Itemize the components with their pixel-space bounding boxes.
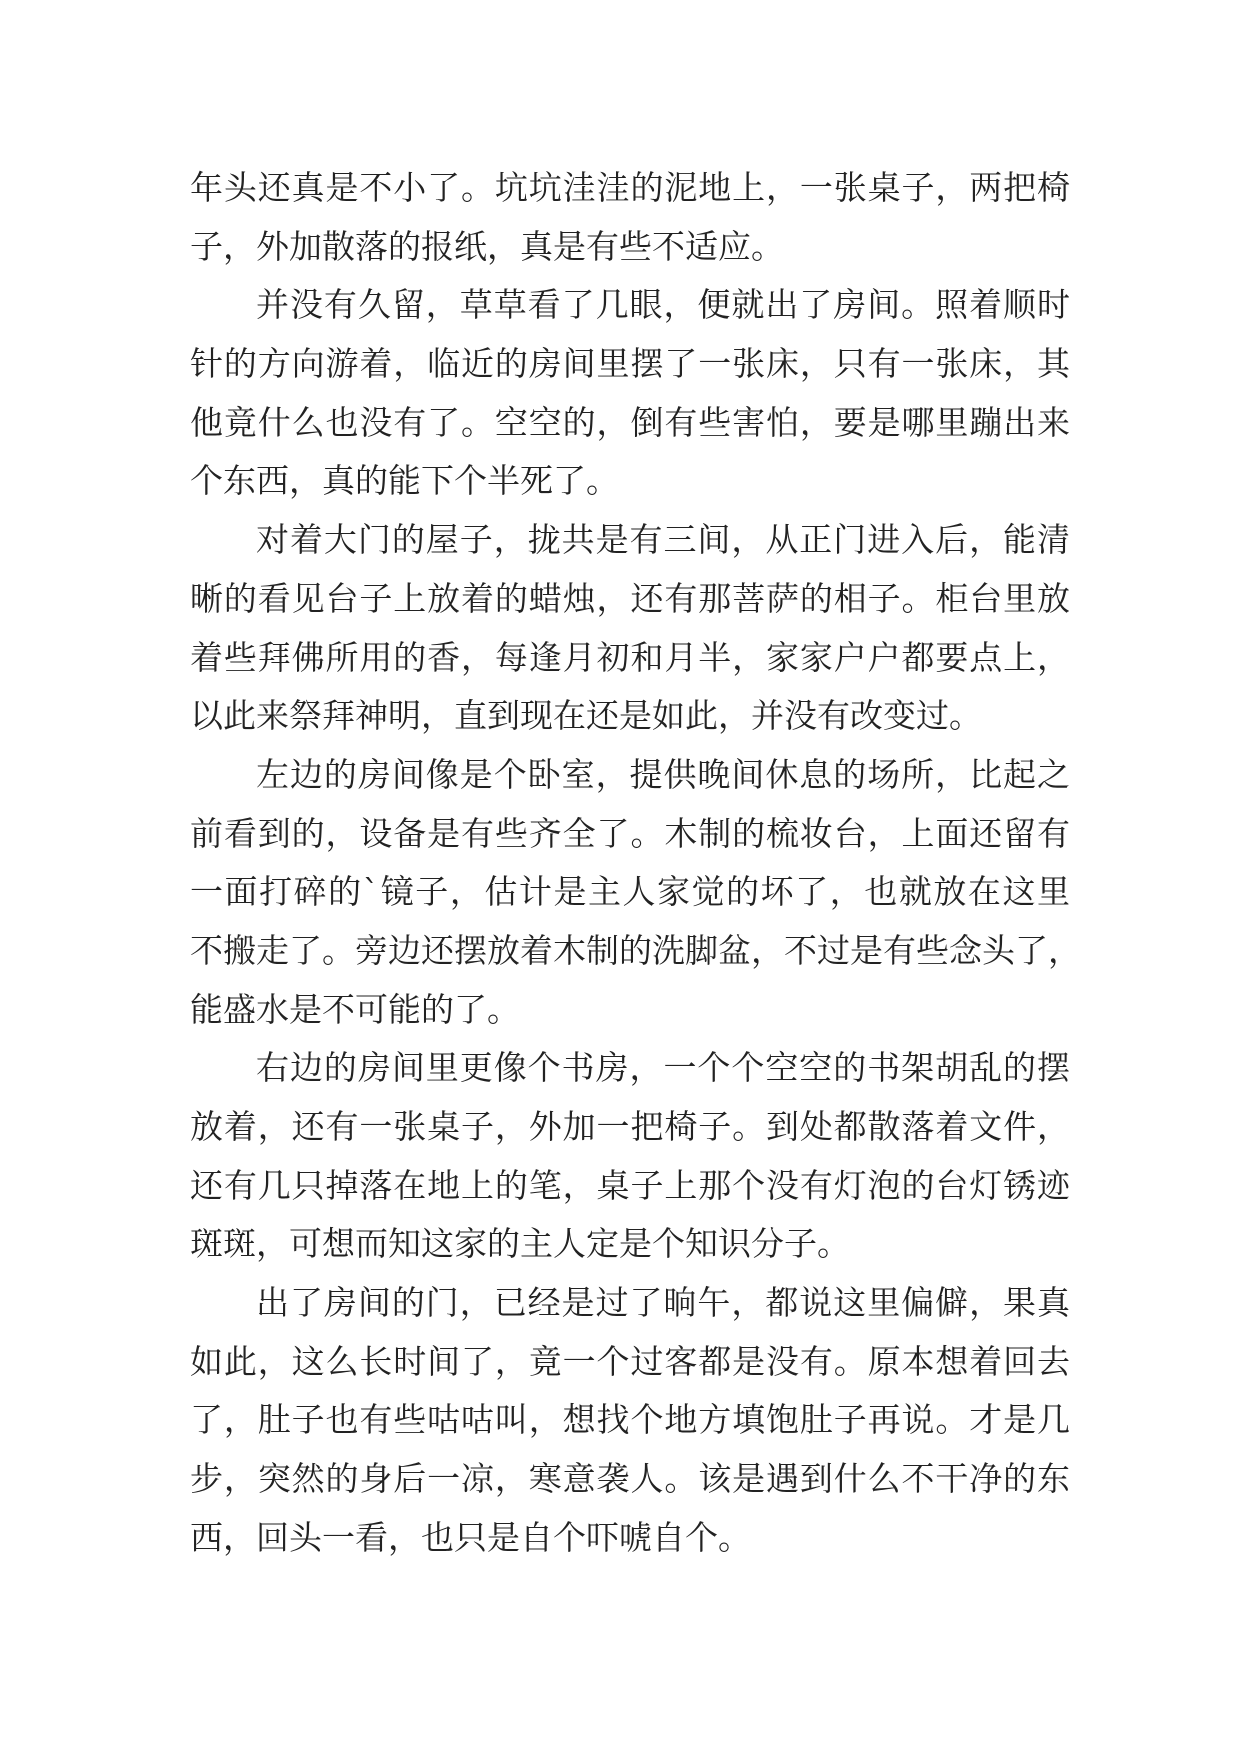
text-line: 年头还真是不小了。坑坑洼洼的泥地上，一张桌子，两把椅 (190, 168, 1070, 207)
body-text (190, 159, 1081, 1568)
text-line: 不搬走了。旁边还摆放着木制的洗脚盆，不过是有些念头了， (190, 930, 1081, 970)
paragraph-first-line: 左边的房间像是个卧室，提供晚间休息的场所，比起之 (256, 754, 1070, 794)
text-line: 西，回头一看，也只是自个吓唬自个。 (190, 1517, 751, 1557)
text-line: 个东西，真的能下个半死了。 (190, 461, 619, 501)
paragraph-first-line: 右边的房间里更像个书房，一个个空空的书架胡乱的摆 (256, 1048, 1070, 1088)
text-line: 能盛水是不可能的了。 (190, 989, 520, 1029)
text-line: 了，肚子也有些咕咕叫，想找个地方填饱肚子再说。才是几 (190, 1400, 1070, 1440)
text-line: 放着，还有一张桌子，外加一把椅子。到处都散落着文件， (190, 1107, 1070, 1146)
text-line: 他竟什么也没有了。空空的，倒有些害怕，要是哪里蹦出来 (190, 402, 1070, 442)
text-line: 前看到的，设备是有些齐全了。木制的梳妆台，上面还留有 (190, 813, 1070, 853)
text-line: 斑斑，可想而知这家的主人定是个知识分子。 (190, 1224, 850, 1264)
text-line: 子，外加散落的报纸，真是有些不适应。 (190, 226, 784, 266)
paragraph-first-line: 出了房间的门，已经是过了晌午，都说这里偏僻，果真 (256, 1283, 1070, 1323)
text-line: 以此来祭拜神明，直到现在还是如此，并没有改变过。 (190, 696, 982, 736)
text-line: 晰的看见台子上放着的蜡烛，还有那菩萨的相子。柜台里放 (190, 578, 1070, 618)
paragraph-first-line: 对着大门的屋子，拢共是有三间，从正门进入后，能清 (256, 520, 1070, 560)
text-line: 步，突然的身后一凉，寒意袭人。该是遇到什么不干净的东 (190, 1459, 1070, 1499)
text-line: 一面打碎的`镜子，估计是主人家觉的坏了，也就放在这里 (190, 872, 1070, 912)
text-line: 如此，这么长时间了，竟一个过客都是没有。原本想着回去 (190, 1341, 1070, 1381)
text-line: 着些拜佛所用的香，每逢月初和月半，家家户户都要点上， (190, 637, 1070, 677)
text-line: 还有几只掉落在地上的笔，桌子上那个没有灯泡的台灯锈迹 (190, 1165, 1070, 1205)
paragraph-first-line: 并没有久留，草草看了几眼，便就出了房间。照着顺时 (256, 285, 1070, 325)
text-line: 针的方向游着，临近的房间里摆了一张床，只有一张床，其 (190, 344, 1070, 384)
